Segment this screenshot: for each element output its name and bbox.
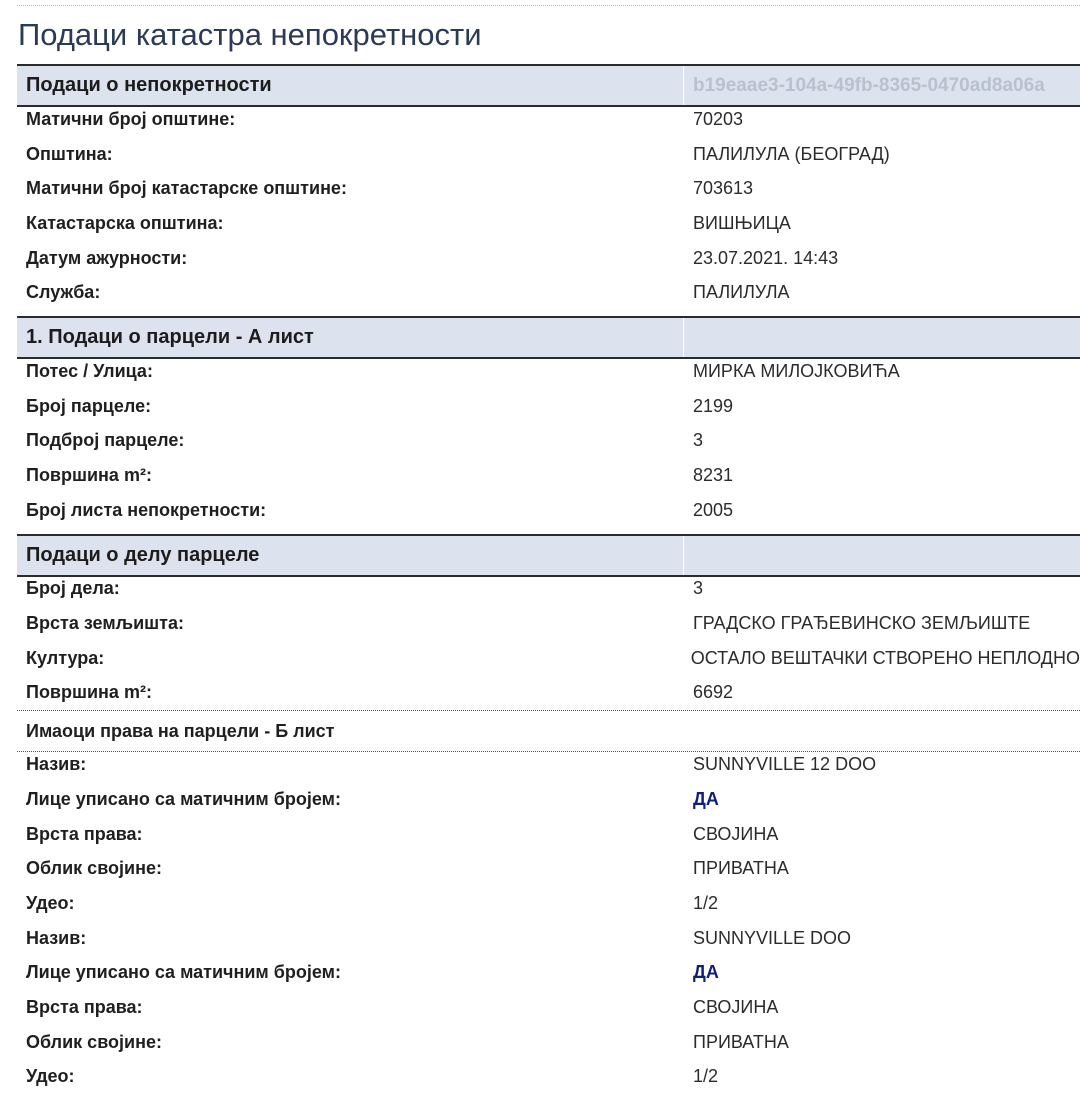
field-value: 1/2 <box>693 892 719 913</box>
field-value: ОСТАЛО ВЕШТАЧКИ СТВОРЕНО НЕПЛОДНО <box>690 647 1080 668</box>
table-row <box>17 990 1080 1025</box>
field-value: СВОЈИНА <box>693 996 779 1017</box>
field-label: Врста права: <box>26 996 143 1017</box>
section-title: Подаци о делу парцеле <box>17 536 684 575</box>
registered-flag: ДА <box>693 962 719 983</box>
table-row <box>17 921 1080 956</box>
section-header-parcel <box>17 316 1080 359</box>
table-row <box>17 458 1080 493</box>
field-value: 6692 <box>693 682 734 703</box>
table-row <box>17 1060 1080 1095</box>
field-label: Лице уписано са матичним бројем: <box>26 962 341 983</box>
table-row <box>17 886 1080 921</box>
table-row <box>17 241 1080 276</box>
field-label: Матични број општине: <box>26 108 236 129</box>
field-value: 23.07.2021. 14:43 <box>693 247 839 268</box>
field-value: ПАЛИЛУЛА (БЕОГРАД) <box>693 143 890 164</box>
field-label: Матични број катастарске општине: <box>26 178 347 199</box>
field-label: Подброј парцеле: <box>26 430 185 451</box>
field-value: 2005 <box>693 499 734 520</box>
field-label: Назив: <box>26 754 87 775</box>
property-id: b19eaae3-104a-49fb-8365-0470ad8a06a <box>693 74 1045 96</box>
field-label: Број парцеле: <box>26 395 152 416</box>
field-label: Површина m²: <box>26 465 152 486</box>
top-divider <box>17 5 1080 6</box>
table-row <box>17 606 1080 641</box>
field-label: Врста земљишта: <box>26 613 184 634</box>
field-label: Број листа непокретности: <box>26 499 267 520</box>
table-row <box>17 955 1080 990</box>
table-row <box>17 493 1080 528</box>
field-label: Катастарска општина: <box>26 212 224 233</box>
field-value: 2199 <box>693 395 734 416</box>
section-title: Подаци о непокретности <box>17 66 684 105</box>
field-label: Култура: <box>26 647 105 668</box>
field-value: 70203 <box>693 108 744 129</box>
field-label: Потес / Улица: <box>26 360 153 381</box>
field-label: Удео: <box>26 1066 75 1087</box>
field-value: SUNNYVILLE 12 DOO <box>693 754 877 775</box>
field-label: Лице уписано са матичним бројем: <box>26 788 341 809</box>
table-row <box>17 206 1080 241</box>
field-label: Облик својине: <box>26 1031 162 1052</box>
table-row <box>17 572 1080 607</box>
field-value: 8231 <box>693 465 734 486</box>
table-row <box>17 171 1080 206</box>
field-value: 1/2 <box>693 1066 719 1087</box>
field-value: ВИШЊИЦА <box>693 212 791 233</box>
table-row <box>17 389 1080 424</box>
field-label: Датум ажурности: <box>26 247 188 268</box>
field-value: ПРИВАТНА <box>693 858 789 879</box>
field-value: SUNNYVILLE DOO <box>693 927 852 948</box>
section-header-parcel-part <box>17 534 1080 577</box>
table-row <box>17 641 1080 676</box>
field-label: Општина: <box>26 143 113 164</box>
field-value: МИРКА МИЛОЈКОВИЋА <box>693 360 900 381</box>
table-row <box>17 782 1080 817</box>
section-title: 1. Подаци о парцели - А лист <box>17 318 684 357</box>
field-value: 3 <box>693 578 704 599</box>
table-row <box>17 275 1080 310</box>
table-row <box>17 137 1080 172</box>
page-title: Подаци катастра непокретности <box>18 17 482 52</box>
field-label: Служба: <box>26 282 101 303</box>
field-value: ПАЛИЛУЛА <box>693 282 790 303</box>
field-label: Врста права: <box>26 823 143 844</box>
field-label: Облик својине: <box>26 858 162 879</box>
field-value: 3 <box>693 430 704 451</box>
field-value: ГРАДСКО ГРАЂЕВИНСКО ЗЕМЉИШТЕ <box>693 613 1031 634</box>
field-label: Назив: <box>26 927 87 948</box>
field-label: Удео: <box>26 892 75 913</box>
section-header-owners: Имаоци права на парцели - Б лист <box>17 710 1080 752</box>
table-row <box>17 354 1080 389</box>
cadastre-content <box>17 64 1080 1094</box>
table-row <box>17 747 1080 782</box>
field-label: Број дела: <box>26 578 120 599</box>
registered-flag: ДА <box>693 788 719 809</box>
table-row <box>17 676 1080 711</box>
field-value: 703613 <box>693 178 754 199</box>
section-header-property <box>17 64 1080 107</box>
table-row <box>17 102 1080 137</box>
table-row <box>17 851 1080 886</box>
table-row <box>17 817 1080 852</box>
table-row <box>17 1025 1080 1060</box>
field-value: СВОЈИНА <box>693 823 779 844</box>
field-value: ПРИВАТНА <box>693 1031 789 1052</box>
table-row <box>17 424 1080 459</box>
field-label: Површина m²: <box>26 682 152 703</box>
